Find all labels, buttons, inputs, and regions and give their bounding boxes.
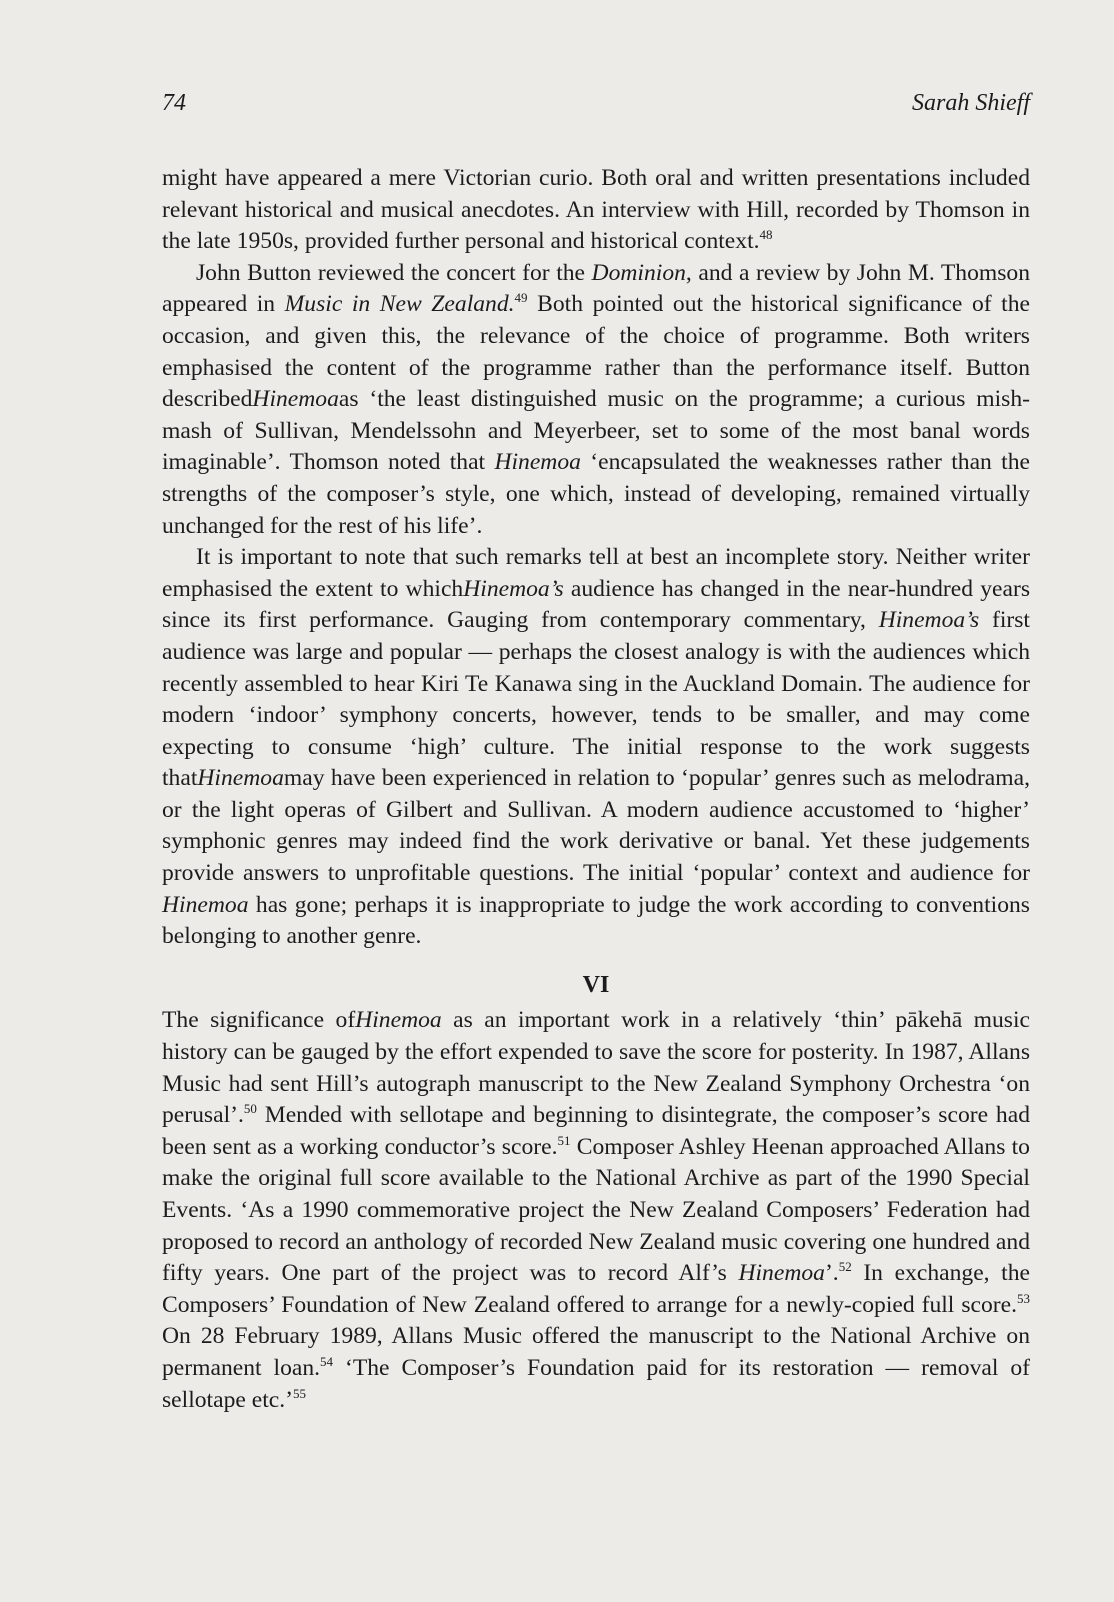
text-span: first audience was large and popular — perhaps the closest analogy is with the audiences which recently assembled to hear Kiri Te Kanawa sing in the Auckland Domain. The audience for modern ‘indoor’ symphony concerts, however, tends to be smaller, and may come expecting to consume ‘high’ culture. The initial response to the work suggests that <box>162 607 1030 792</box>
paragraph-1 <box>162 163 1030 258</box>
footnote-ref-48: 48 <box>759 227 773 243</box>
italic-title-hinemoa: Hinemoa <box>494 449 581 476</box>
running-header <box>162 90 1030 126</box>
text-span: Both pointed out the historical significance of the occasion, and given this, the relevance of the choice of programme. Both writers emphasised the content of the programme rather than the performance itself. Button described <box>162 291 1030 413</box>
text-span: ’. <box>824 1260 839 1287</box>
footnote-ref-51: 51 <box>557 1132 571 1148</box>
text-span: On 28 February 1989, Allans Music offered the manuscript to the National Archive on permanent loan. <box>162 1323 1030 1381</box>
italic-title-hinemoa: Hinemoa <box>738 1260 825 1287</box>
running-author: Sarah Shieff <box>912 90 1030 116</box>
paragraph-3 <box>162 542 1030 953</box>
italic-title-hinemoa: Hinemoa <box>355 1007 442 1034</box>
body-text <box>162 163 1030 1416</box>
italic-title-hinemoa: Hinemoa <box>197 765 284 792</box>
text-span: The significance of <box>162 1007 356 1034</box>
footnote-ref-55: 55 <box>293 1385 307 1401</box>
text-span: It is important to note that such remarks tell at best an incomplete story. Neither writer emphasised the extent to which <box>162 544 1030 602</box>
text-span: ‘encapsulated the weaknesses rather than the strengths of the composer’s style, one which, instead of developing, remained virtually unchanged for the rest of his life’. <box>162 449 1030 539</box>
text-span: has gone; perhaps it is inappropriate to judge the work according to conventions belonging to another genre. <box>162 891 1030 950</box>
paragraph-4 <box>162 1005 1030 1416</box>
section-heading: VI <box>582 971 610 998</box>
text-span: In exchange, the Composers’ Foundation of New Zealand offered to arrange for a newly-copied full score. <box>162 1260 1030 1318</box>
text-span: Mended with sellotape and beginning to disintegrate, the composer’s score had been sent as a working conductor’s score. <box>162 1102 1030 1160</box>
text-span: John Button reviewed the concert for the <box>196 259 592 286</box>
italic-title-hinemoa: Hinemoa’s <box>463 575 564 602</box>
text-span: might have appeared a mere Victorian curio. Both oral and written presentations included relevant historical and musical anecdotes. An interview with Hill, recorded by Thomson in the late 1950s, provided further personal and historical context. <box>162 165 1030 255</box>
page-number: 74 <box>162 90 186 116</box>
text-span: ‘The Composer’s Foundation paid for its restoration — removal of sellotape etc.’ <box>162 1354 1030 1413</box>
text-span: Composer Ashley Heenan approached Allans to make the original full score available to the National Archive as part of the 1990 Special Events. ‘As a 1990 commemorative project the New Zealand Composers’ Federation had proposed to record an anthology of recorded New Zealand music covering one hundred and fifty years. One part of the project was to record Alf’s <box>162 1133 1030 1287</box>
paragraph-2 <box>162 258 1030 542</box>
italic-title-dominion: Dominion <box>591 259 686 286</box>
footnote-ref-53: 53 <box>1017 1290 1030 1306</box>
italic-title-hinemoa: Hinemoa <box>162 891 249 918</box>
footnote-ref-50: 50 <box>243 1101 257 1117</box>
footnote-ref-49: 49 <box>514 290 528 306</box>
text-span: , and a review by John M. Thomson appeared in <box>162 259 1030 318</box>
italic-title-music-in-nz: Music in New Zealand. <box>284 291 515 318</box>
text-span: as an important work in a relatively ‘thin’ pākehā music history can be gauged by the effort expended to save the score for posterity. In 1987, Allans Music had sent Hill’s autograph manuscript to the New Zealand Symphony Orchestra ‘on perusal’. <box>162 1007 1030 1129</box>
footnote-ref-54: 54 <box>320 1353 334 1369</box>
footnote-ref-52: 52 <box>838 1259 852 1275</box>
text-span: as ‘the least distinguished music on the programme; a curious mish-mash of Sullivan, Mendelssohn and Meyerbeer, set to some of the most banal words imaginable’. Thomson noted that <box>162 386 1030 476</box>
italic-title-hinemoa: Hinemoa’s <box>878 607 980 634</box>
text-span: audience has changed in the near-hundred years since its first performance. Gauging from contemporary commentary, <box>162 575 1030 634</box>
italic-title-hinemoa: Hinemoa <box>252 386 339 413</box>
text-span: may have been experienced in relation to ‘popular’ genres such as melodrama, or the light operas of Gilbert and Sullivan. A modern audience accustomed to ‘higher’ symphonic genres may indeed find the work derivative or banal. Yet these judgements provide answers to unprofitable questions. The initial ‘popular’ context and audience for <box>162 765 1030 887</box>
